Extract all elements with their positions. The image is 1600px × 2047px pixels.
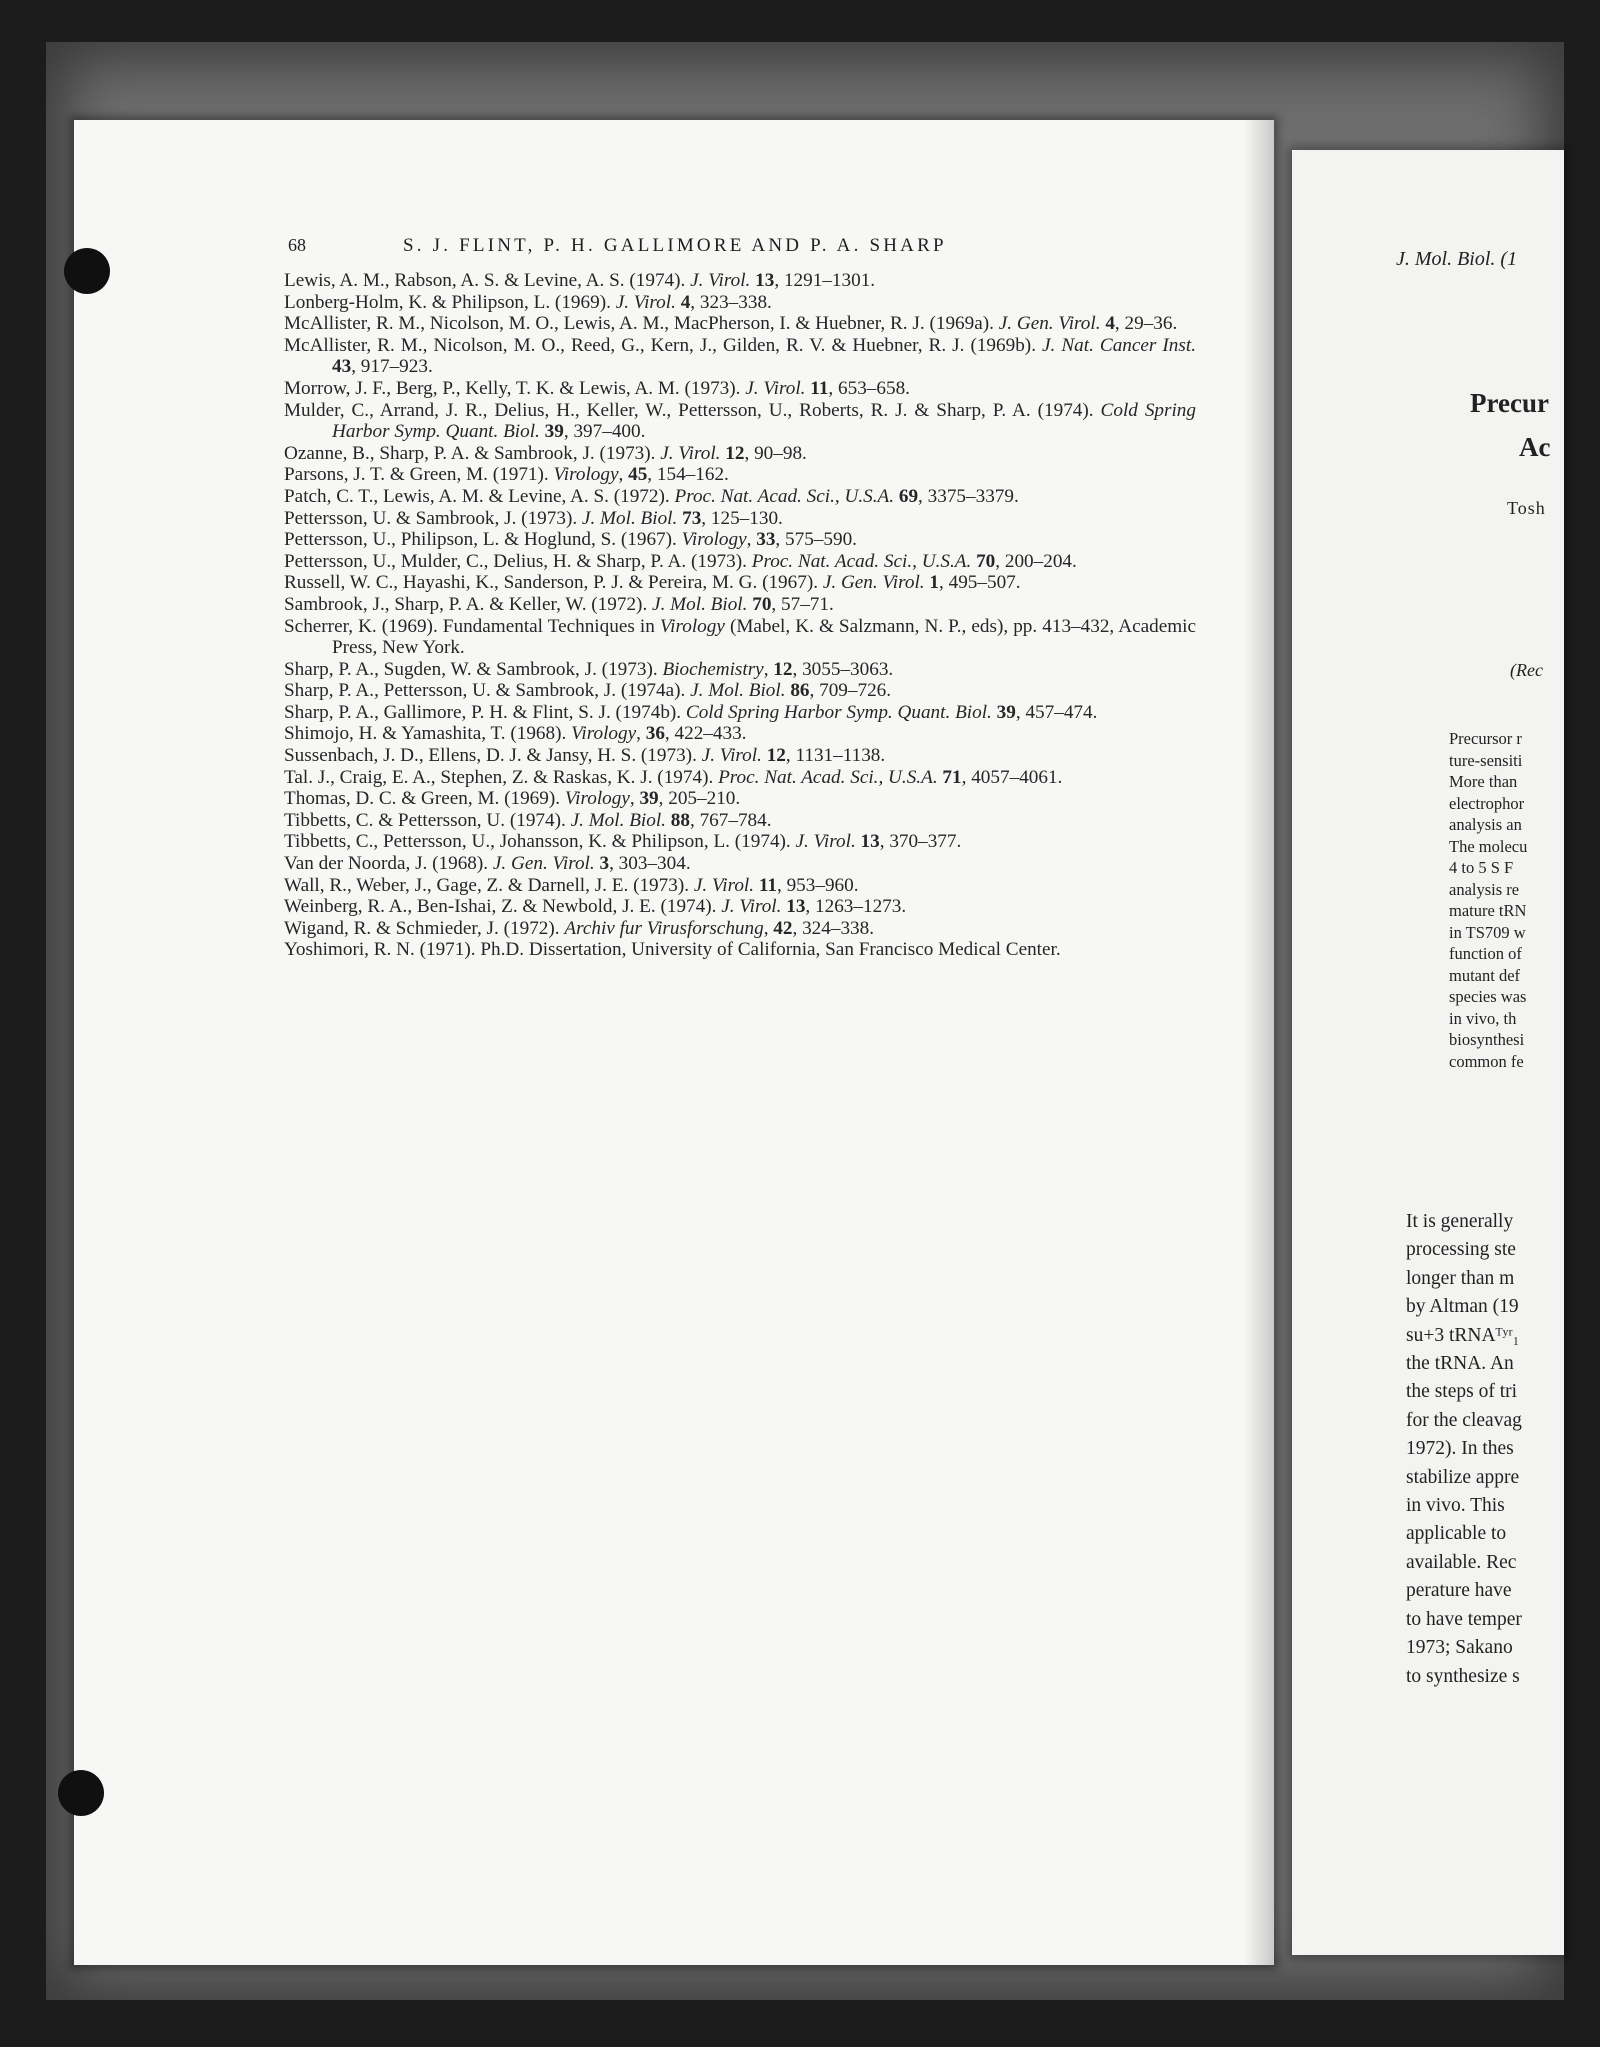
body-line: available. Rec (1406, 1551, 1517, 1573)
reference-entry: Scherrer, K. (1969). Fundamental Techniques in Virology (Mabel, K. & Salzmann, N. P., eds), pp. 413–432, Academic Press, New York. (284, 615, 1196, 659)
reference-entry: McAllister, R. M., Nicolson, M. O., Reed, G., Kern, J., Gilden, R. V. & Huebner, R. J. (1969b). J. Nat. Cancer Inst. 43, 917–923. (284, 334, 1196, 378)
reference-entry: Shimojo, H. & Yamashita, T. (1968). Virology, 36, 422–433. (284, 723, 747, 745)
body-line: to have temper (1406, 1608, 1522, 1630)
reference-entry: Pettersson, U., Mulder, C., Delius, H. & Sharp, P. A. (1973). Proc. Nat. Acad. Sci., U.S.A. 70, 200–204. (284, 550, 1077, 572)
abstract-line: More than (1449, 772, 1518, 791)
body-line: to synthesize s (1406, 1665, 1520, 1687)
reference-entry: Russell, W. C., Hayashi, K., Sanderson, P. J. & Pereira, M. G. (1967). J. Gen. Virol. 1, 495–507. (284, 572, 1021, 594)
reference-entry: Morrow, J. F., Berg, P., Kelly, T. K. & Lewis, A. M. (1973). J. Virol. 11, 653–658. (284, 377, 910, 399)
reference-entry: Van der Noorda, J. (1968). J. Gen. Virol. 3, 303–304. (284, 853, 691, 875)
reference-entry: Pettersson, U. & Sambrook, J. (1973). J. Mol. Biol. 73, 125–130. (284, 507, 783, 529)
abstract-line: species was (1449, 987, 1527, 1006)
abstract-line: analysis an (1449, 815, 1522, 834)
reference-entry: Wigand, R. & Schmieder, J. (1972). Archiv fur Virusforschung, 42, 324–338. (284, 917, 875, 939)
article-title-line-1: Precur (1470, 388, 1549, 418)
reference-entry: McAllister, R. M., Nicolson, M. O., Lewis, A. M., MacPherson, I. & Huebner, R. J. (1969a). J. Gen. Virol. 4, 29–36. (284, 313, 1178, 335)
reference-entry: Thomas, D. C. & Green, M. (1969). Virology, 39, 205–210. (284, 788, 741, 810)
abstract-line: analysis re (1449, 879, 1520, 899)
abstract-line: biosynthesi (1449, 1030, 1525, 1049)
abstract-line: function of (1449, 944, 1522, 963)
reference-entry: Sharp, P. A., Sugden, W. & Sambrook, J. (1973). Biochemistry, 12, 3055–3063. (284, 658, 894, 680)
body-text (1406, 1208, 1522, 1691)
body-line: 1973; Sakano (1406, 1637, 1513, 1659)
reference-entry: Tibbetts, C. & Pettersson, U. (1974). J. Mol. Biol. 88, 767–784. (284, 809, 772, 831)
reference-entry: Wall, R., Weber, J., Gage, Z. & Darnell, J. E. (1973). J. Virol. 11, 953–960. (284, 874, 859, 896)
reference-entry: Tibbetts, C., Pettersson, U., Johansson, K. & Philipson, L. (1974). J. Virol. 13, 370–377. (284, 831, 962, 853)
body-line: for the cleavag (1406, 1409, 1522, 1431)
reference-entry: Ozanne, B., Sharp, P. A. & Sambrook, J. (1973). J. Virol. 12, 90–98. (284, 442, 807, 464)
body-line: by Altman (19 (1406, 1296, 1519, 1318)
reference-entry: Lewis, A. M., Rabson, A. S. & Levine, A. S. (1974). J. Virol. 13, 1291–1301. (284, 270, 876, 291)
abstract-line: common fe (1449, 1051, 1524, 1071)
abstract-line: ture-sensiti (1449, 750, 1523, 770)
page-number: 68 (288, 235, 306, 255)
body-line: the tRNA. An (1406, 1353, 1514, 1375)
abstract-line: Precursor r (1449, 729, 1522, 748)
right-page (1292, 150, 1564, 1955)
abstract-line: mature tRN (1449, 901, 1527, 920)
punch-hole-top (64, 248, 110, 294)
abstract-line: 4 to 5 S F (1449, 858, 1514, 877)
reference-entry: Tal. J., Craig, E. A., Stephen, Z. & Raskas, K. J. (1974). Proc. Nat. Acad. Sci., U.S.A. 71, 4057–4061. (284, 766, 1063, 788)
body-line: the steps of tri (1406, 1381, 1518, 1403)
reference-entry: Mulder, C., Arrand, J. R., Delius, H., Keller, W., Pettersson, U., Roberts, R. J. & Sharp, P. A. (1974). Cold Spring Harbor Symp. Quant. Biol. 39, 397–400. (284, 399, 1196, 443)
reference-list (284, 270, 1196, 961)
punch-hole-bottom (58, 1770, 104, 1816)
body-line: in vivo. This (1406, 1495, 1505, 1517)
article-author: Tosh (1507, 498, 1546, 518)
reference-entry: Patch, C. T., Lewis, A. M. & Levine, A. S. (1972). Proc. Nat. Acad. Sci., U.S.A. 69, 3375–3379. (284, 485, 1019, 507)
page-fold-shadow (1244, 120, 1274, 1965)
abstract-line: in TS709 w (1449, 922, 1526, 942)
body-line: It is generally (1406, 1211, 1514, 1232)
reference-entry: Sharp, P. A., Gallimore, P. H. & Flint, S. J. (1974b). Cold Spring Harbor Symp. Quant. Biol. 39, 457–474. (284, 701, 1098, 723)
journal-header: J. Mol. Biol. (1 (1396, 248, 1518, 270)
body-line: su+3 tRNAᵀʸʳ₁ (1406, 1324, 1520, 1346)
body-line: 1972). In thes (1406, 1438, 1514, 1460)
reference-entry: Sussenbach, J. D., Ellens, D. J. & Jansy, H. S. (1973). J. Virol. 12, 1131–1138. (284, 745, 886, 767)
received-note: (Rec (1510, 660, 1543, 680)
reference-entry: Sambrook, J., Sharp, P. A. & Keller, W. (1972). J. Mol. Biol. 70, 57–71. (284, 593, 834, 615)
reference-entry: Sharp, P. A., Pettersson, U. & Sambrook, J. (1974a). J. Mol. Biol. 86, 709–726. (284, 680, 892, 702)
abstract-line: electrophor (1449, 793, 1525, 813)
reference-entry: Yoshimori, R. N. (1971). Ph.D. Dissertation, University of California, San Francisco Medical Center. (284, 939, 1061, 961)
abstract-line: in vivo, th (1449, 1008, 1517, 1028)
abstract-line: The molecu (1449, 836, 1528, 856)
body-line: applicable to (1406, 1523, 1507, 1545)
body-line: longer than m (1406, 1267, 1515, 1289)
abstract-text (1449, 728, 1527, 1072)
reference-entry: Weinberg, R. A., Ben-Ishai, Z. & Newbold, J. E. (1974). J. Virol. 13, 1263–1273. (284, 896, 907, 918)
running-head: S. J. FLINT, P. H. GALLIMORE AND P. A. SHARP (403, 235, 947, 256)
body-line: stabilize appre (1406, 1466, 1520, 1488)
body-line: processing ste (1406, 1239, 1516, 1261)
abstract-line: mutant def (1449, 965, 1521, 985)
reference-entry: Pettersson, U., Philipson, L. & Hoglund, S. (1967). Virology, 33, 575–590. (284, 529, 857, 551)
reference-entry: Lonberg-Holm, K. & Philipson, L. (1969). J. Virol. 4, 323–338. (284, 291, 772, 313)
reference-entry: Parsons, J. T. & Green, M. (1971). Virology, 45, 154–162. (284, 464, 729, 486)
right-page-content (1292, 150, 1564, 1955)
body-line: perature have (1406, 1580, 1512, 1602)
article-title-line-2: Ac (1519, 432, 1551, 462)
